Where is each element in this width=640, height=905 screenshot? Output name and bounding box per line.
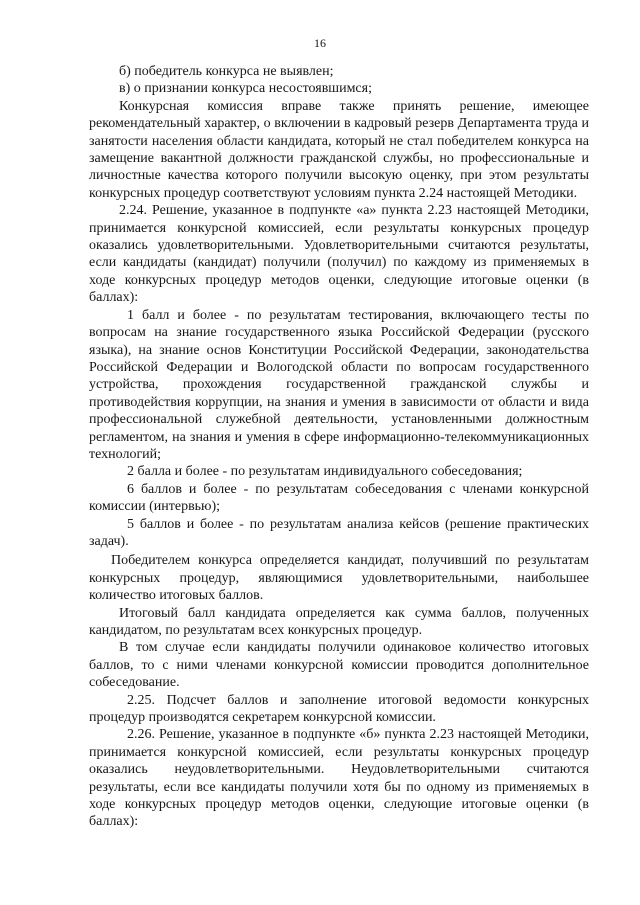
paragraph-2-26: 2.26. Решение, указанное в подпункте «б» пункта 2.23 настоящей Методики, принимается конкурсной комиссией, если результаты конкурсных процедур оказались неудовлетворительными. Неудовлетворительными считаются результаты, если все кандидаты получили хотя бы по одному из применяемых в ходе конкурсных процедур методов оценки, следующие итоговые оценки (в баллах): bbox=[89, 727, 589, 830]
paragraph-winner-definition: Победителем конкурса определяется кандидат, получивший по результатам конкурсных процедур, являющимися удовлетворительными, наибольшее количество итоговых баллов. bbox=[89, 553, 589, 604]
paragraph-item-b: б) победитель конкурса не выявлен; bbox=[119, 64, 334, 79]
paragraph-case-analysis-score: 5 баллов и более - по результатам анализа кейсов (решение практических задач). bbox=[89, 516, 589, 549]
paragraph-testing-score: 1 балл и более - по результатам тестирования, включающего тесты по вопросам на знание государственного языка Российской Федерации (русского языка), на знание основ Конституции Российской Федерации, законодательства Российской Федерации и Вологодской области по вопросам государственного устройства, прохождения государственной гражданской службы и противодействия коррупции, на знания и умения в зависимости от области и вида профессиональной служебной деятельности, установленными должностным регламентом, на знания и умения в сфере информационно-телекоммуникационных технологий; bbox=[89, 307, 589, 462]
paragraph-total-score: Итоговый балл кандидата определяется как сумма баллов, полученных кандидатом, по результатам всех конкурсных процедур. bbox=[89, 605, 589, 638]
paragraph-2-24: 2.24. Решение, указанное в подпункте «а» пункта 2.23 настоящей Методики, принимается конкурсной комиссией, если результаты конкурсных процедур оказались удовлетворительными. Удовлетворительными считаются результаты, если кандидаты (кандидат) получили (получил) по каждому из применяемых в ходе конкурсных процедур методов оценки, следующие итоговые оценки (в баллах): bbox=[89, 203, 589, 306]
paragraph-tie-interview: В том случае если кандидаты получили одинаковое количество итоговых баллов, то с ними членами конкурсной комиссии проводится дополнительное собеседование. bbox=[89, 640, 589, 691]
page-number: 16 bbox=[314, 36, 326, 50]
document-body bbox=[89, 63, 589, 831]
paragraph-individual-interview-score: 2 балла и более - по результатам индивидуального собеседования; bbox=[127, 464, 523, 480]
paragraph-reserve-decision: Конкурсная комиссия вправе также принять решение, имеющее рекомендательный характер, о включении в кадровый резерв Департамента труда и занятости населения области кандидата, который не стал победителем конкурса на замещение вакантной должности гражданской службы, но профессиональные и личностные качества которого получили высокую оценку, при этом результаты конкурсных процедур соответствуют условиям пункта 2.24 настоящей Методики. bbox=[89, 98, 589, 201]
paragraph-item-v: в) о признании конкурса несостоявшимся; bbox=[119, 81, 372, 97]
paragraph-2-25: 2.25. Подсчет баллов и заполнение итоговой ведомости конкурсных процедур производятся секретарем конкурсной комиссии. bbox=[89, 692, 589, 726]
paragraph-commission-interview-score: 6 баллов и более - по результатам собеседования с членами конкурсной комиссии (интервью); bbox=[89, 481, 589, 515]
